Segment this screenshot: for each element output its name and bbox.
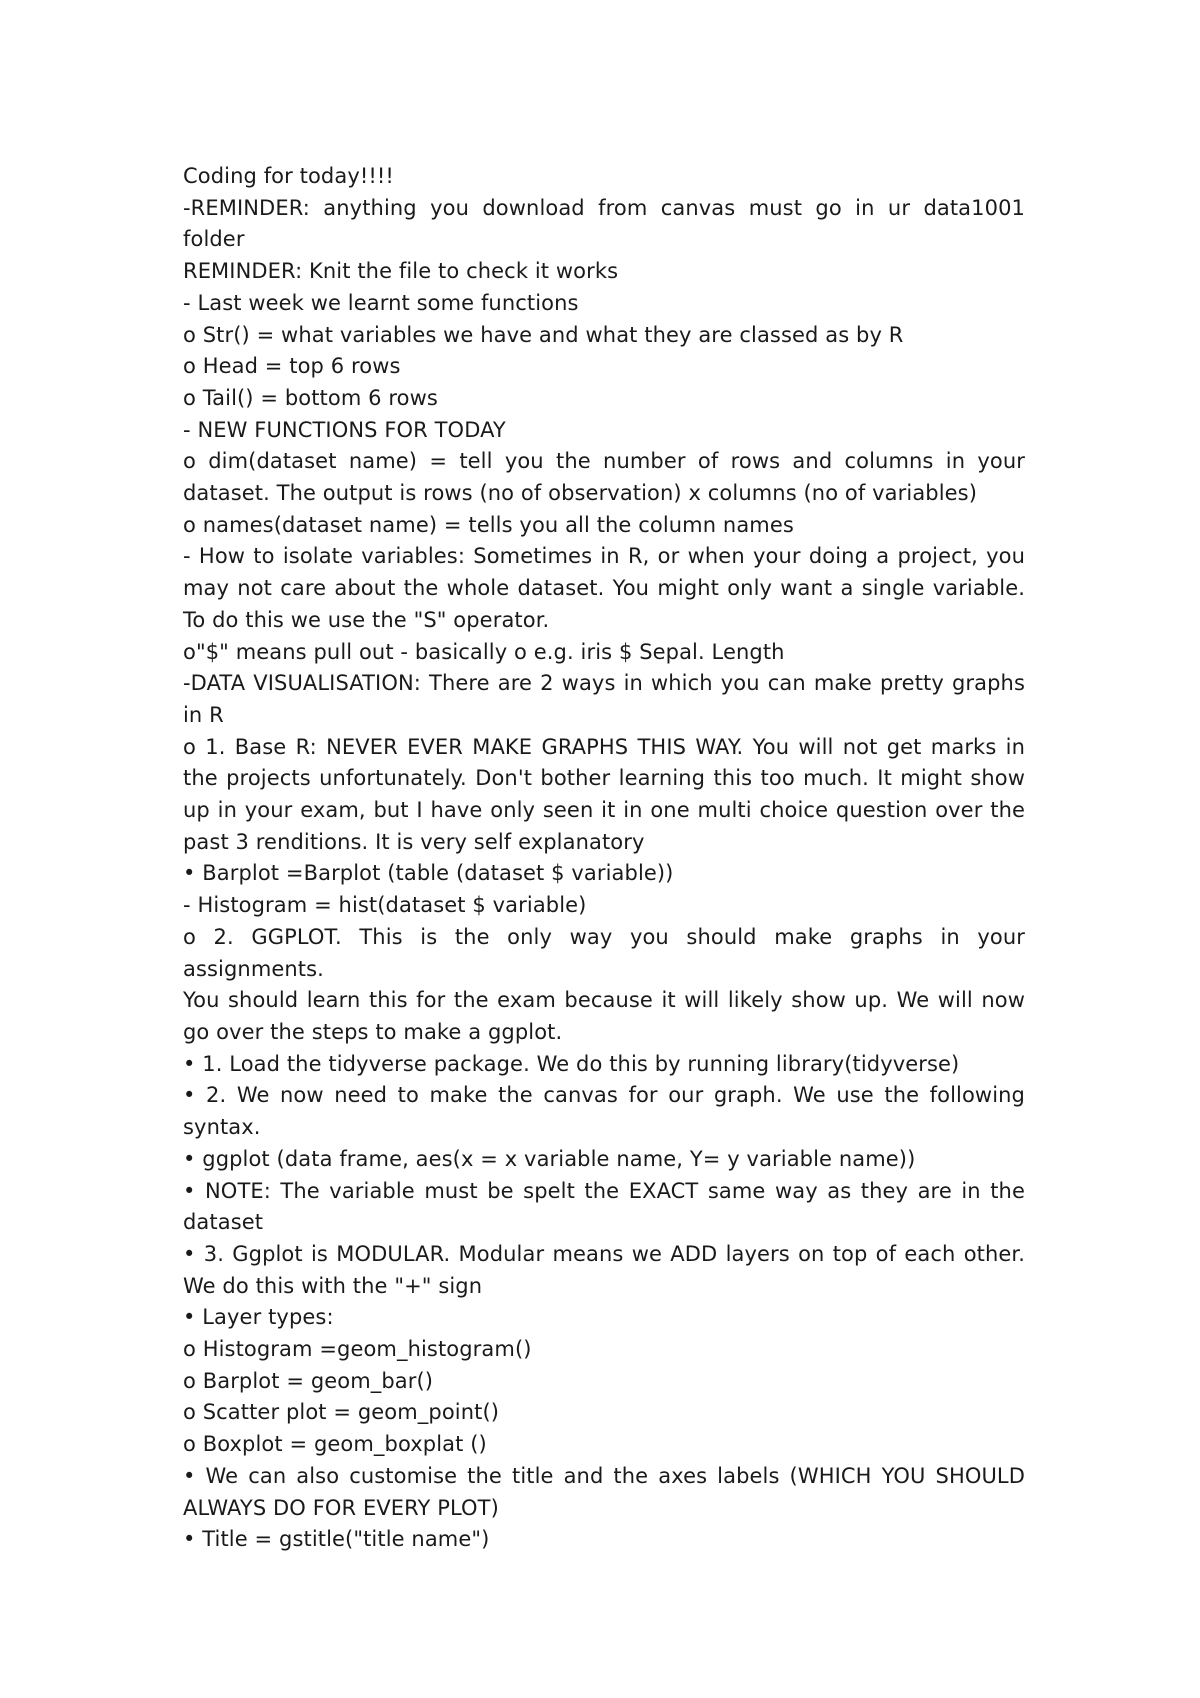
doc-paragraph: o Tail() = bottom 6 rows bbox=[183, 385, 438, 410]
doc-paragraph: -REMINDER: anything you download from canvas must go in ur data1001 folder bbox=[183, 195, 1032, 252]
doc-paragraph: - Histogram = hist(dataset $ variable) bbox=[183, 893, 587, 918]
doc-paragraph: o 2. GGPLOT. This is the only way you should make graphs in your assignments. bbox=[183, 924, 1032, 981]
doc-paragraph: o Head = top 6 rows bbox=[183, 354, 401, 379]
doc-paragraph: o Scatter plot = geom_point() bbox=[183, 1400, 500, 1425]
doc-paragraph: • 3. Ggplot is MODULAR. Modular means we ADD layers on top of each other. We do this with the "+" sign bbox=[183, 1241, 1032, 1298]
doc-paragraph: REMINDER: Knit the file to check it works bbox=[183, 259, 619, 284]
doc-paragraph: o Boxplot = geom_boxplat () bbox=[183, 1432, 487, 1457]
doc-paragraph: • Title = gstitle("title name") bbox=[183, 1527, 490, 1552]
doc-paragraph: o 1. Base R: NEVER EVER MAKE GRAPHS THIS WAY. You will not get marks in the projects unfortunately. Don't bother learning this too much. It might show up in your exam, but I have only seen it in one multi choice question over the past 3 renditions. It is very self explanatory bbox=[183, 734, 1032, 854]
doc-paragraph: - NEW FUNCTIONS FOR TODAY bbox=[183, 417, 506, 442]
doc-paragraph: • ggplot (data frame, aes(x = x variable name, Y= y variable name)) bbox=[183, 1146, 916, 1171]
doc-paragraph: o dim(dataset name) = tell you the number of rows and columns in your dataset. The output is rows (no of observation) x columns (no of variables) bbox=[183, 449, 1032, 506]
doc-paragraph: • NOTE: The variable must be spelt the EXACT same way as they are in the dataset bbox=[183, 1178, 1032, 1235]
doc-paragraph: o Str() = what variables we have and what they are classed as by R bbox=[183, 322, 904, 347]
doc-paragraph: o Barplot = geom_bar() bbox=[183, 1368, 434, 1393]
doc-paragraph: • 2. We now need to make the canvas for our graph. We use the following syntax. bbox=[183, 1083, 1032, 1140]
doc-paragraph: You should learn this for the exam because it will likely show up. We will now go over the steps to make a ggplot. bbox=[183, 988, 1032, 1044]
doc-paragraph: o Histogram =geom_histogram() bbox=[183, 1337, 532, 1362]
doc-paragraph: - Last week we learnt some functions bbox=[183, 290, 579, 315]
doc-paragraph: • We can also customise the title and the axes labels (WHICH YOU SHOULD ALWAYS DO FOR EVERY PLOT) bbox=[183, 1463, 1032, 1520]
doc-paragraph: • Layer types: bbox=[183, 1305, 334, 1330]
doc-paragraph: o names(dataset name) = tells you all the column names bbox=[183, 512, 794, 537]
doc-paragraph: - How to isolate variables: Sometimes in R, or when your doing a project, you may not care about the whole dataset. You might only want a single variable. To do this we use the "S" operator. bbox=[183, 544, 1032, 632]
doc-paragraph: • 1. Load the tidyverse package. We do this by running library(tidyverse) bbox=[183, 1051, 960, 1076]
document-body bbox=[183, 161, 1032, 1556]
doc-paragraph: o"$" means pull out - basically o e.g. iris $ Sepal. Length bbox=[183, 639, 785, 664]
doc-paragraph: -DATA VISUALISATION: There are 2 ways in which you can make pretty graphs in R bbox=[183, 671, 1032, 727]
doc-heading: Coding for today!!!! bbox=[183, 164, 394, 188]
doc-paragraph: • Barplot =Barplot (table (dataset $ variable)) bbox=[183, 861, 674, 886]
